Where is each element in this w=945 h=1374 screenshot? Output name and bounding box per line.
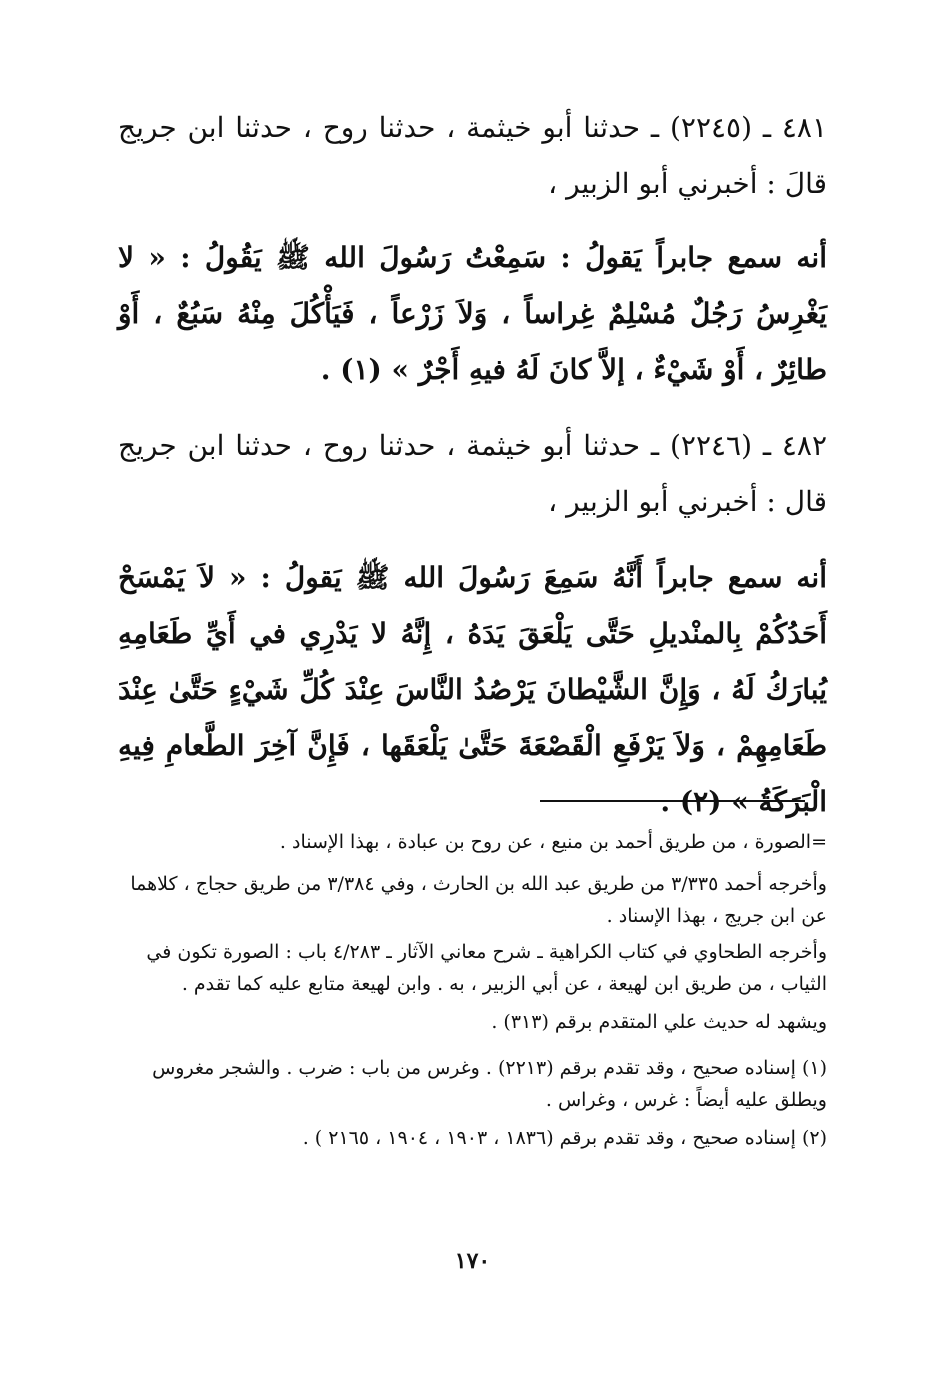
hadith-482-header: ٤٨٢ ـ (٢٢٤٦) ـ حدثنا أبو خيثمة ، حدثنا روح ، حدثنا ابن جريج قال : أخبرني أبو الزبير ، (118, 429, 828, 518)
footnote-2: (٢) إسناده صحيح ، وقد تقدم برقم (١٨٣٦ ، ١٩٠٣ ، ١٩٠٤ ، ٢١٦٥ ) . (302, 1127, 827, 1149)
hadith-481-text: أنه سمع جابراً يَقولُ : سَمِعْتُ رَسُولَ الله ﷺ يَقُولُ : « لا يَغْرِسُ رَجُلٌ مُسْلِمٌ غِراساً ، وَلاَ زَرْعاً ، فَيَأْكُلَ مِنْهُ سَبُعٌ ، أَوْ طائِرٌ ، أَوْ شَيْءٌ ، إلاَّ كانَ لَهُ فيهِ أَجْرٌ » (١) . (118, 241, 827, 386)
footnote-divider (540, 800, 805, 802)
footnote-continuation: =الصورة ، من طريق أحمد بن منيع ، عن روح بن عبادة ، بهذا الإسناد . (279, 831, 827, 853)
hadith-482-text: أنه سمع جابراً أَنَّهُ سَمِعَ رَسُولَ الله ﷺ يَقولُ : « لاَ يَمْسَحْ أَحَدُكُمْ بِالمنْديلِ حَتَّى يَلْعَقَ يَدَهُ ، إِنَّهُ لا يَدْرِي في أَيِّ طَعَامِهِ يُبارَكُ لَهُ ، وَإِنَّ الشَّيْطانَ يَرْصُدُ النَّاسَ عِنْدَ كُلِّ شَيْءٍ حَتَّىٰ عِنْدَ طَعَامِهِمْ ، وَلاَ يَرْفَعِ الْقَصْعَةَ حَتَّىٰ يَلْعَقَها ، فَإِنَّ آخِرَ الطَّعامِ فِيهِ الْبَرَكَةُ » (٢) . (118, 561, 827, 818)
footnote-tahawi: وأخرجه الطحاوي في كتاب الكراهية ـ شرح معاني الآثار ـ ٤/٢٨٣ باب : الصورة تكون في الثياب ، من طريق ابن لهيعة ، عن أبي الزبير ، به . وابن لهيعة متابع عليه كما تقدم . (146, 941, 827, 995)
footnote-ahmad: وأخرجه أحمد ٣/٣٣٥ من طريق عبد الله بن الحارث ، وفي ٣/٣٨٤ من طريق حجاج ، كلاهما عن ابن جريج ، بهذا الإسناد . (130, 873, 827, 927)
hadith-481-header: ٤٨١ ـ (٢٢٤٥) ـ حدثنا أبو خيثمة ، حدثنا روح ، حدثنا ابن جريج قالَ : أخبرني أبو الزبير ، (118, 111, 828, 200)
footnote-witness: ويشهد له حديث علي المتقدم برقم (٣١٣) . (491, 1011, 827, 1033)
page-number: ١٧٠ (454, 1248, 491, 1274)
footnotes (118, 826, 827, 1162)
footnote-1: (١) إسناده صحيح ، وقد تقدم برقم (٢٢١٣) . وغرس من باب : ضرب . والشجر مغروس ويطلق عليه أيضاً : غرس ، وغراس . (152, 1057, 827, 1111)
